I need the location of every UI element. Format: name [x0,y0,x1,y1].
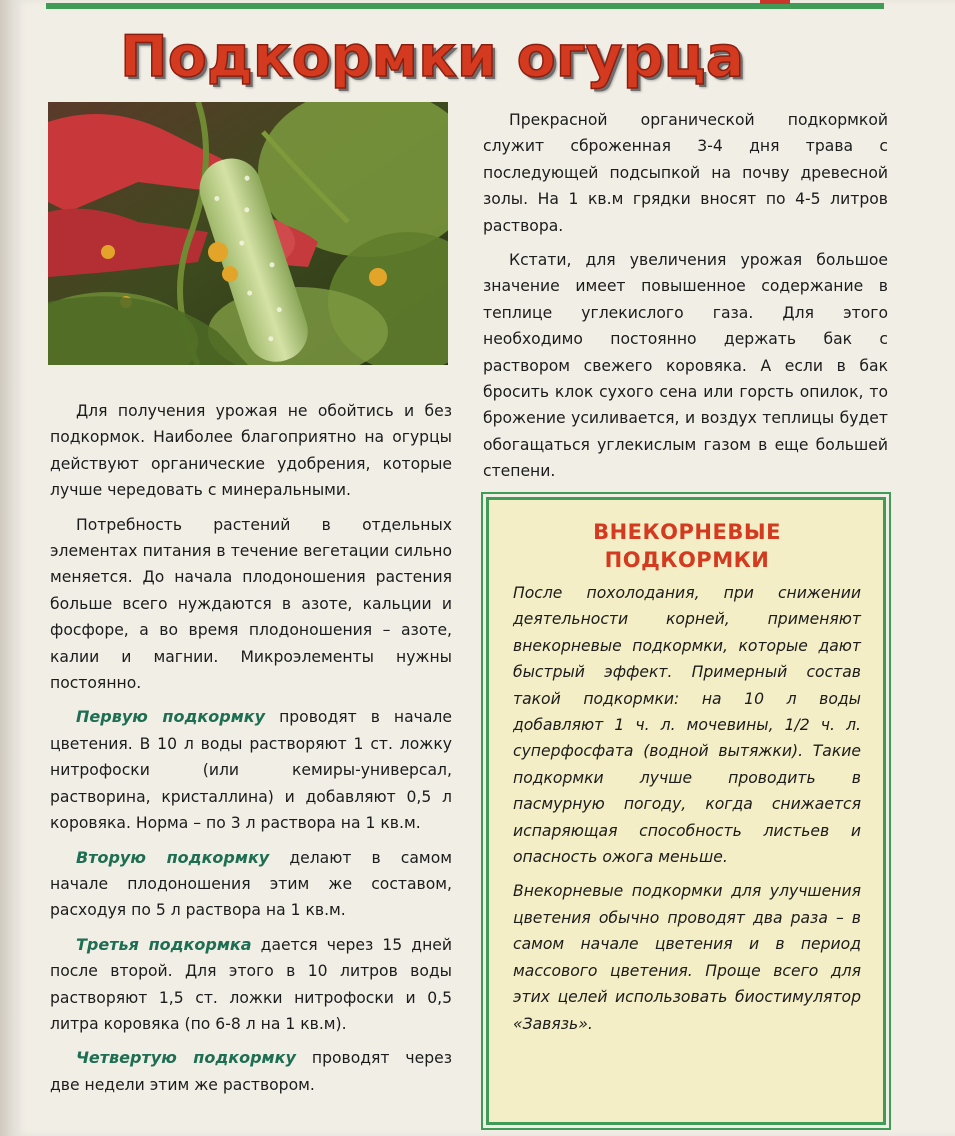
feeding-fourth-text: проводят через две недели этим же раствором. [50,1049,453,1094]
feeding-first-lead: Первую подкормку [76,707,266,727]
feeding-fourth-lead: Четвертую подкормку [76,1048,296,1068]
right-paragraph-co2: Кстати, для увеличения урожая большое значение имеет повышенное содержание в теплице углекислого газа. Для этого необходимо постоянно держать бак с раствором свежего коровяка. А если в бак бросить клок сухого сена или горсть опилок, то брожение усиливается, и воздух теплицы будет обогащаться углекислым газом в еще большей степени. [483,251,888,481]
sidebar-title-line2: ПОДКОРМКИ [604,548,770,572]
sidebar-title-line1: ВНЕКОРНЕВЫЕ [593,520,781,544]
sidebar-paragraph-2: Внекорневые подкормки для улучшения цветения обычно проводят два раза – в самом начале цветения и в период массового цветения. Проще всего для этих целей использовать биостимулятор «Завязь». [513,882,861,1033]
feeding-first-text: проводят в начале цветения. В 10 л воды растворяют 1 ст. ложку нитрофоски (или кемиры-универсал, растворина, кристаллина) и добавляют 0,5 л коровяка. Норма – по 3 л раствора на 1 кв.м. [50,708,452,833]
foliar-feeding-sidebar [486,497,886,1125]
left-paragraph-intro: Для получения урожая не обойтись и без подкормок. Наиболее благоприятно на огурцы действуют органические удобрения, которые лучше чередовать с минеральными. [50,402,452,500]
sidebar-body [513,580,861,1037]
left-column [50,398,452,1098]
sidebar-paragraph-1: После похолодания, при снижении деятельности корней, применяют внекорневые подкормки, которые дают быстрый эффект. Примерный состав такой подкормки: на 10 л воды добавляют 1 ч. л. мочевины, 1/2 ч. л. суперфосфата (водной вытяжки). Такие подкормки лучше проводить в пасмурную погоду, когда снижается испаряющая способность листьев и опасность ожога меньше. [513,584,861,867]
feeding-second-lead: Вторую подкормку [76,847,270,867]
feeding-third [50,932,452,1038]
feeding-first [50,704,452,836]
cucumber-photo-illustration [48,102,448,365]
page-binding-edge [0,0,14,1136]
feeding-fourth [50,1045,452,1098]
cucumber-photo [48,102,448,365]
feeding-second-text: делают в самом начале плодоношения этим же составом, расходуя по 5 л раствора на 1 кв.м. [50,848,453,920]
article-title: Подкормки огурца [120,24,745,90]
right-paragraph-organic: Прекрасной органической подкормкой служит сброженная 3-4 дня трава с последующей подсыпкой на почву древесной золы. На 1 кв.м грядки вносят по 4-5 литров раствора. [483,111,888,235]
feeding-third-lead: Третья подкормка [76,934,252,954]
left-paragraph-needs: Потребность растений в отдельных элементах питания в течение вегетации сильно меняется. До начала плодоношения растения больше всего нуждаются в азоте, кальции и фосфоре, а во время плодоношения – азоте, калии и магнии. Микроэлементы нужны постоянно. [50,515,452,693]
top-green-rule [46,3,884,9]
feeding-third-text: дается через 15 дней после второй. Для этого в 10 литров воды растворяют 1,5 ст. ложки нитрофоски и 0,5 литра коровяка (по 6-8 л на 1 кв.м). [50,935,453,1033]
top-red-accent [760,0,790,4]
feeding-second [50,845,452,924]
right-column [483,107,888,485]
sidebar-title [513,518,861,574]
